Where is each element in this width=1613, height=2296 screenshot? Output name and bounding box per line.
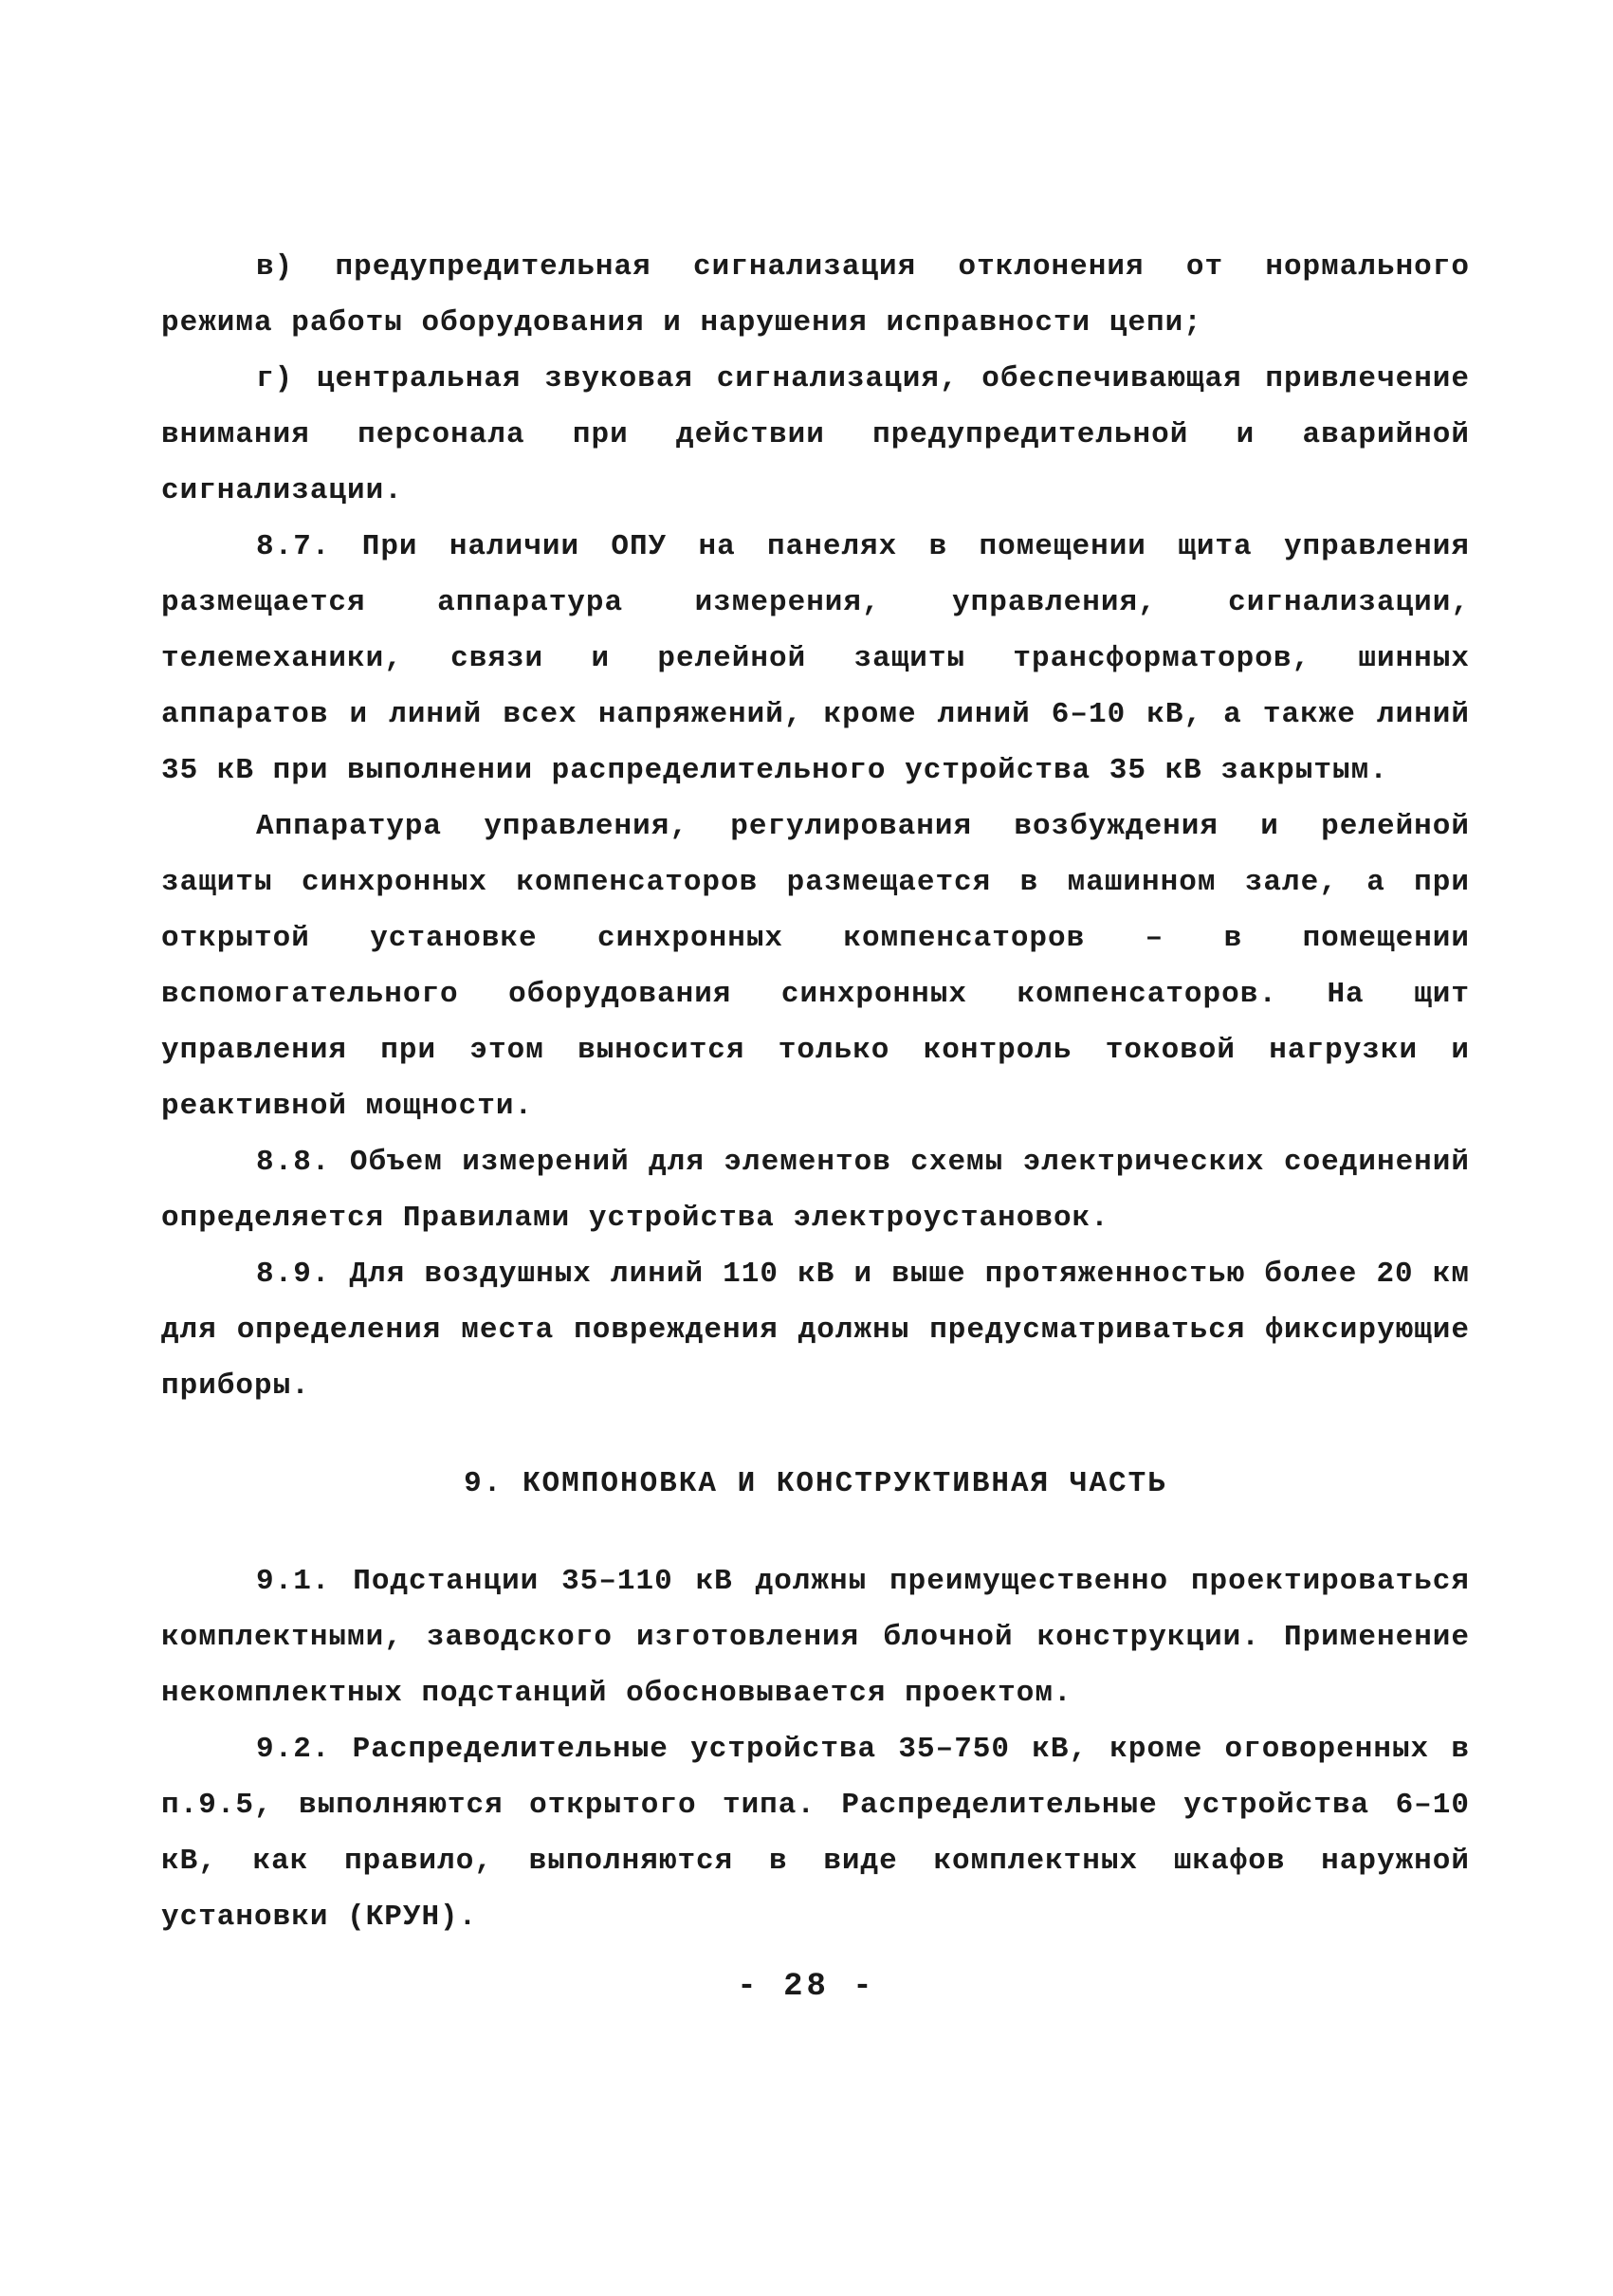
section-heading: 9. КОМПОНОВКА И КОНСТРУКТИВНАЯ ЧАСТЬ xyxy=(464,1467,1167,1500)
document-body xyxy=(161,239,1470,1945)
paragraph-8-7: 8.7. При наличии ОПУ на панелях в помещении щита управления размещается аппаратура измерения, управления, сигнализации, телемеханики, связи и релейной защиты трансформаторов, шинных аппаратов и линий всех напряжений, кроме линий 6–10 кВ, а также линий 35 кВ при выполнении распределительного устройства 35 кВ закрытым. xyxy=(161,530,1470,787)
paragraph-signalization-g: г) центральная звуковая сигнализация, обеспечивающая привлечение внимания персонала при действии предупредительной и аварийной сигнализации. xyxy=(161,362,1470,507)
page-number: - 28 - xyxy=(737,1969,876,2005)
paragraph-8-9: 8.9. Для воздушных линий 110 кВ и выше протяженностью более 20 км для определения места повреждения должны предусматриваться фиксирующие приборы. xyxy=(161,1258,1470,1403)
paragraph-signalization-v: в) предупредительная сигнализация отклонения от нормального режима работы оборудования и нарушения исправности цепи; xyxy=(161,250,1470,340)
paragraph-synchronous-compensators: Аппаратура управления, регулирования возбуждения и релейной защиты синхронных компенсаторов размещается в машинном зале, а при открытой установке синхронных компенсаторов – в помещении вспомогательного оборудования синхронных компенсаторов. На щит управления при этом выносится только контроль токовой нагрузки и реактивной мощности. xyxy=(161,810,1470,1123)
paragraph-9-1: 9.1. Подстанции 35–110 кВ должны преимущественно проектироваться комплектными, заводского изготовления блочной конструкции. Применение некомплектных подстанций обосновывается проектом. xyxy=(161,1565,1470,1710)
paragraph-9-2: 9.2. Распределительные устройства 35–750 кВ, кроме оговоренных в п.9.5, выполняются открытого типа. Распределительные устройства 6–10 кВ, как правило, выполняются в виде комплектных шкафов наружной установки (КРУН). xyxy=(161,1733,1470,1934)
paragraph-8-8: 8.8. Объем измерений для элементов схемы электрических соединений определяется Правилами устройства электроустановок. xyxy=(161,1146,1470,1235)
